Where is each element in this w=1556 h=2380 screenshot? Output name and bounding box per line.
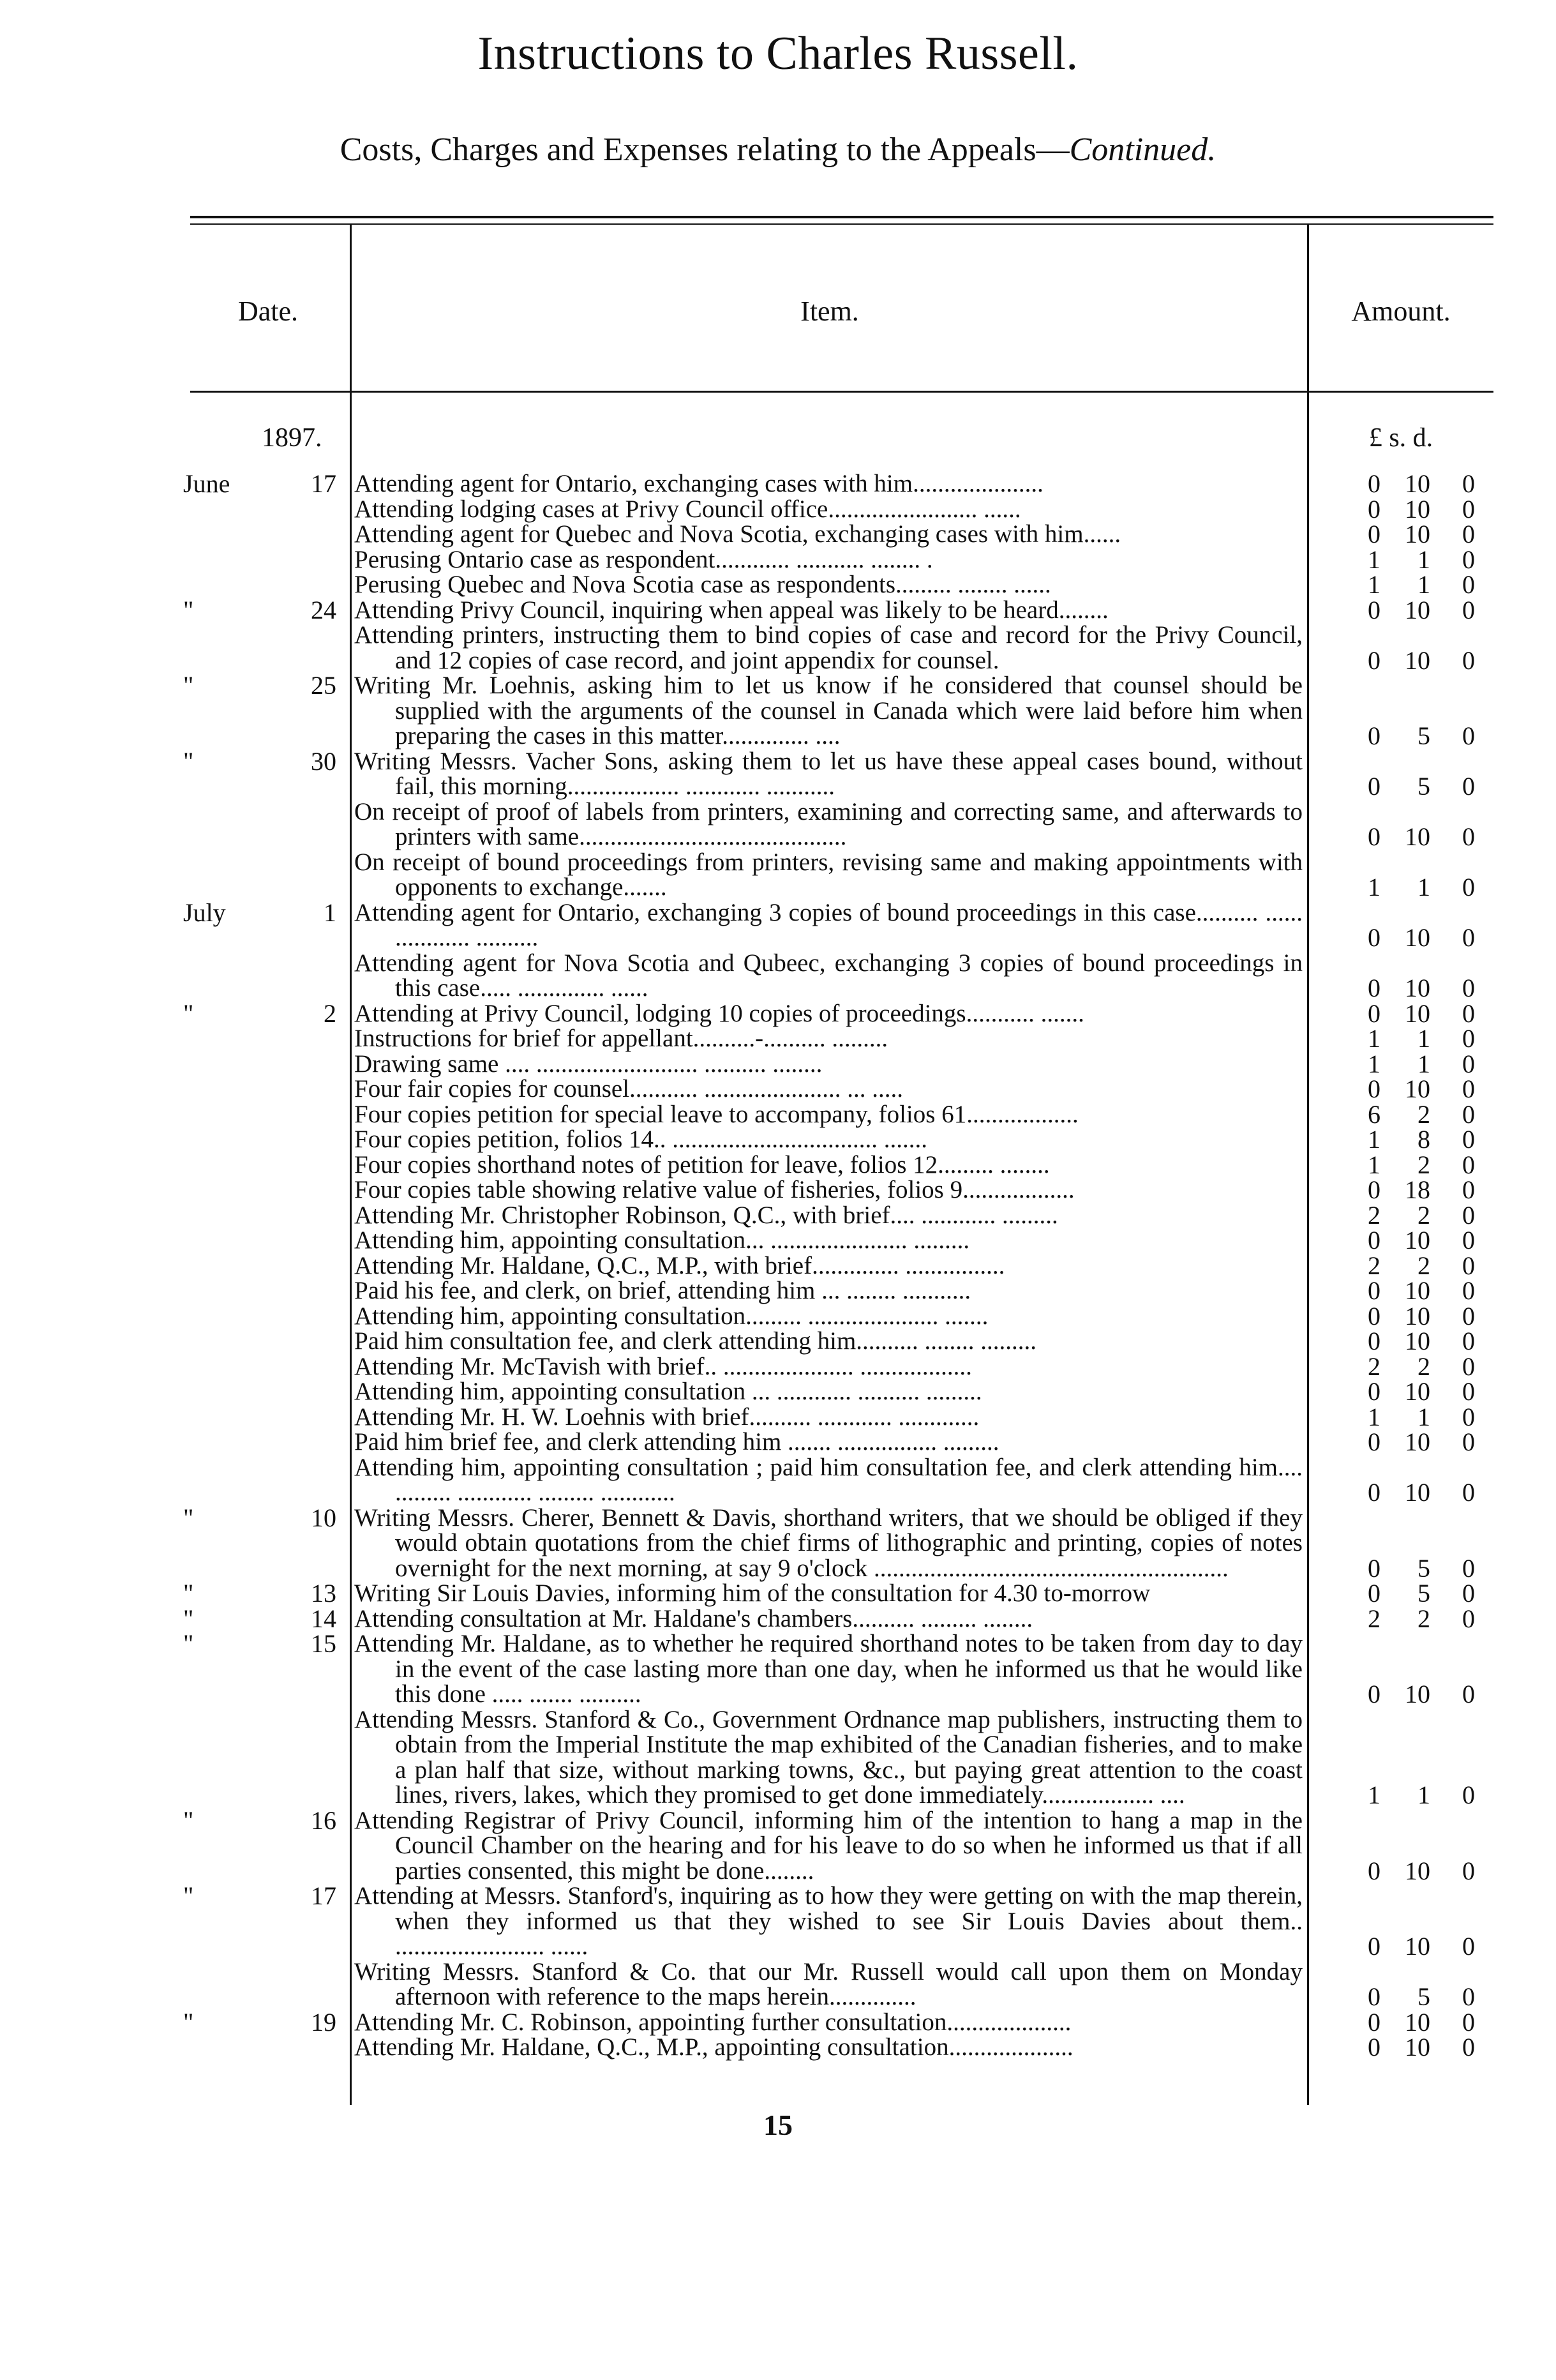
amount-pounds: 0: [1368, 1579, 1380, 1608]
entry-month: ": [183, 998, 194, 1028]
entry-amount: [1312, 2035, 1490, 2060]
amount-pounds: 0: [1368, 721, 1380, 750]
amount-shillings: 10: [1405, 923, 1430, 952]
amount-pounds: 0: [1368, 1680, 1380, 1708]
amount-pence: 0: [1462, 873, 1475, 901]
entry-month: ": [183, 1503, 194, 1532]
amount-pence: 0: [1462, 1150, 1475, 1179]
amount-shillings: 1: [1418, 1049, 1430, 1078]
ledger-row: [0, 1707, 1556, 1808]
amount-shillings: 1: [1418, 545, 1430, 574]
entry-amount: [1312, 1051, 1490, 1077]
entry-day: 19: [311, 2007, 336, 2037]
entry-item-text: Attending Mr. H. W. Loehnis with brief.......... ............ .............: [354, 1403, 980, 1431]
amount-pence: 0: [1462, 1175, 1475, 1204]
entry-item-text: Attending at Privy Council, lodging 10 copies of proceedings........... .......: [354, 999, 1084, 1027]
amount-pounds: 2: [1368, 1352, 1380, 1381]
ledger-row: [0, 1631, 1556, 1707]
ledger-row: [0, 1099, 1556, 1129]
ledger-row: [0, 1329, 1556, 1354]
amount-pounds: 1: [1368, 1125, 1380, 1154]
amount-pence: 0: [1462, 974, 1475, 1002]
entry-item-text: Instructions for brief for appellant..........-.......... .........: [354, 1025, 888, 1052]
entry-month: July: [183, 898, 226, 927]
entry-item-text: Paid his fee, and clerk, on brief, attending him ... ........ ...........: [354, 1277, 971, 1304]
amount-shillings: 10: [1405, 469, 1430, 498]
ledger-row: [0, 1228, 1556, 1253]
entry-amount: [1312, 1782, 1490, 1808]
entry-item-text: Writing Mr. Loehnis, asking him to let us know if he considered that counsel should be supplied with the arguments of the counsel in Canada which were laid before him when preparing the cases in this matter.............. ....: [354, 672, 1303, 749]
amount-pence: 0: [1462, 494, 1475, 523]
entry-amount: [1312, 1228, 1490, 1253]
entry-amount: [1312, 1858, 1490, 1884]
ledger-row: [0, 799, 1556, 850]
entry-amount: [1312, 1984, 1490, 2010]
amount-pence: 0: [1462, 520, 1475, 548]
amount-pence: 0: [1462, 1604, 1475, 1633]
entry-day: 14: [311, 1604, 336, 1633]
entry-item-text: Attending Mr. Haldane, as to whether he required shorthand notes to be taken from day to day in the event of the case lasting more than one day, when he informed us that he would like this done ..... ....... ..........: [354, 1630, 1303, 1708]
amount-shillings: 2: [1418, 1352, 1430, 1381]
amount-pounds: 0: [1368, 494, 1380, 523]
entry-item-text: Attending Messrs. Stanford & Co., Government Ordnance map publishers, instructing them to obtain from the Imperial Institute the map exhibited of the Canadian fisheries, and to make a plan half that size, without marking towns, &c., but paying great attention to the coast lines, rivers, lakes, which they promised to get done immediately.................. ....: [354, 1705, 1303, 1809]
entry-item-text: Writing Messrs. Vacher Sons, asking them to let us have these appeal cases bound, without fail, this morning.................. ............ ...........: [354, 747, 1303, 800]
amount-pence: 0: [1462, 923, 1475, 952]
entry-amount: [1312, 998, 1490, 1028]
amount-pounds: 0: [1368, 1553, 1380, 1583]
entry-item-text: Four fair copies for counsel........... ...................... ... .....: [354, 1075, 904, 1103]
amount-shillings: 10: [1405, 1427, 1430, 1456]
entry-item-text: Attending printers, instructing them to bind copies of case and record for the Privy Council, and 12 copies of case record, and joint appendix for counsel.: [354, 621, 1303, 674]
entry-item-text: On receipt of bound proceedings from printers, revising same and making appointments with opponents to exchange.......: [354, 848, 1303, 901]
page-subtitle: [0, 131, 1556, 169]
amount-pence: 0: [1462, 1680, 1475, 1708]
entry-month: ": [183, 1629, 194, 1658]
amount-pounds: 0: [1368, 1377, 1380, 1406]
entry-amount: [1312, 1200, 1490, 1230]
amount-pence: 0: [1462, 1226, 1475, 1254]
entry-amount: [1312, 1480, 1490, 1505]
ledger-row: [0, 998, 1556, 1028]
entry-amount: [1312, 925, 1490, 951]
amount-pounds: 1: [1368, 570, 1380, 599]
amount-shillings: 10: [1405, 494, 1430, 523]
amount-shillings: 2: [1418, 1200, 1430, 1230]
entry-amount: [1312, 494, 1490, 523]
amount-pence: 0: [1462, 1125, 1475, 1154]
amount-pounds: 0: [1368, 1276, 1380, 1305]
amount-pence: 0: [1462, 1352, 1475, 1381]
entry-amount: [1312, 1301, 1490, 1330]
amount-pence: 0: [1462, 1301, 1475, 1330]
amount-pounds: 0: [1368, 1074, 1380, 1103]
entry-item-text: Paid him consultation fee, and clerk attending him.......... ........ .........: [354, 1327, 1037, 1355]
amount-pence: 0: [1462, 1099, 1475, 1129]
ledger-row: [0, 1455, 1556, 1505]
amount-pence: 0: [1462, 721, 1475, 750]
entry-month: ": [183, 1805, 194, 1835]
entry-amount: [1312, 1354, 1490, 1380]
amount-pounds: 1: [1368, 1024, 1380, 1053]
entry-amount: [1312, 1429, 1490, 1455]
amount-shillings: 2: [1418, 1099, 1430, 1129]
entry-month: ": [183, 671, 194, 700]
amount-shillings: 5: [1418, 772, 1430, 801]
subtitle-continued: Continued.: [1069, 132, 1216, 168]
amount-pence: 0: [1462, 1049, 1475, 1078]
ledger-row: [0, 1883, 1556, 1959]
amount-pence: 0: [1462, 545, 1475, 574]
entry-month: ": [183, 2007, 194, 2037]
entry-item-text: Attending Mr. McTavish with brief.. ..................... ..................: [354, 1352, 972, 1380]
ledger-row: [0, 1379, 1556, 1405]
entry-amount: [1312, 1402, 1490, 1431]
amount-pounds: 1: [1368, 545, 1380, 574]
amount-shillings: 10: [1405, 822, 1430, 851]
amount-shillings: 18: [1405, 1175, 1430, 1204]
amount-shillings: 10: [1405, 1856, 1430, 1885]
amount-pence: 0: [1462, 1982, 1475, 2011]
entry-day: 13: [311, 1579, 336, 1608]
amount-shillings: 10: [1405, 1074, 1430, 1103]
entry-amount: [1312, 1581, 1490, 1606]
ledger-row: [0, 746, 1556, 801]
amount-shillings: 10: [1405, 520, 1430, 548]
amount-shillings: 10: [1405, 1478, 1430, 1507]
ledger-row: [0, 1127, 1556, 1152]
amount-shillings: 5: [1418, 1579, 1430, 1608]
ledger-row: [0, 1253, 1556, 1279]
amount-pounds: 0: [1368, 2007, 1380, 2037]
amount-pence: 0: [1462, 1377, 1475, 1406]
amount-shillings: 8: [1418, 1125, 1430, 1154]
entry-item-text: Perusing Ontario case as respondent............ ........... ........ .: [354, 545, 933, 573]
amount-pence: 0: [1462, 1579, 1475, 1608]
entry-amount: [1312, 774, 1490, 799]
ledger-row: [0, 1354, 1556, 1380]
entry-day: 16: [311, 1805, 336, 1835]
ledger-rows: [0, 471, 1556, 2060]
amount-shillings: 10: [1405, 1327, 1430, 1355]
amount-pounds: 2: [1368, 1251, 1380, 1280]
ledger-row: [0, 1805, 1556, 1885]
entry-item-text: Attending agent for Ontario, exchanging 3 copies of bound proceedings in this case.......... ...... ............ ..........: [354, 898, 1303, 951]
amount-pence: 0: [1462, 2033, 1475, 2061]
entry-item-text: Attending Privy Council, inquiring when appeal was likely to be heard........: [354, 596, 1109, 624]
amount-pounds: 0: [1368, 1856, 1380, 1885]
amount-pence: 0: [1462, 1478, 1475, 1507]
ledger-row: [0, 1278, 1556, 1304]
entry-amount: [1312, 1606, 1490, 1632]
entry-amount: [1312, 522, 1490, 547]
amount-shillings: 10: [1405, 2007, 1430, 2037]
amount-pounds: 0: [1368, 772, 1380, 801]
ledger-row: [0, 850, 1556, 900]
entry-amount: [1312, 2007, 1490, 2037]
top-rule-thick: [190, 216, 1493, 218]
entry-amount: [1312, 1278, 1490, 1304]
ledger-row: [0, 1959, 1556, 2010]
ledger-row: [0, 673, 1556, 749]
ledger-row: [0, 1581, 1556, 1606]
entry-item-text: Writing Messrs. Cherer, Bennett & Davis, shorthand writers, that we should be obliged if they would obtain quotations from the chief firms of lithographic and printing, copies of notes overnight for the next morning, at say 9 o'clock .........................................................: [354, 1503, 1303, 1582]
ledger-row: [0, 1051, 1556, 1077]
entry-item-text: Attending at Messrs. Stanford's, inquiring as to how they were getting on with the map therein, when they informed us that they wished to see Sir Louis Davies about them.. ........................ ......: [354, 1882, 1303, 1960]
top-rule-thin: [190, 223, 1493, 225]
entry-item-text: Writing Messrs. Stanford & Co. that our Mr. Russell would call upon them on Monday afternoon with reference to the maps herein..............: [354, 1957, 1303, 2010]
column-header-amount: Amount.: [1351, 296, 1451, 327]
amount-pounds: 2: [1368, 1200, 1380, 1230]
entry-amount: [1312, 547, 1490, 573]
entry-amount: [1312, 975, 1490, 1001]
entry-item-text: Attending him, appointing consultation ; paid him consultation fee, and clerk attending him.... ......... ............ ......... ............: [354, 1453, 1303, 1506]
amount-pounds: 6: [1368, 1099, 1380, 1129]
ledger-row: [0, 622, 1556, 673]
entry-item-text: Four copies table showing relative value of fisheries, folios 9..................: [354, 1176, 1075, 1203]
entry-month: June: [183, 469, 230, 498]
entry-amount: [1312, 824, 1490, 850]
subtitle-main: Costs, Charges and Expenses relating to the Appeals—: [340, 132, 1070, 168]
ledger-row: [0, 900, 1556, 951]
amount-shillings: 2: [1418, 1251, 1430, 1280]
page-title: Instructions to Charles Russell.: [477, 27, 1079, 80]
amount-pounds: 0: [1368, 1175, 1380, 1204]
entry-item-text: Attending lodging cases at Privy Council office........................ ......: [354, 495, 1021, 523]
entry-amount: [1312, 1076, 1490, 1102]
amount-pence: 0: [1462, 469, 1475, 498]
entry-item-text: Attending Mr. Haldane, Q.C., M.P., with brief.............. ................: [354, 1251, 1005, 1279]
amount-pence: 0: [1462, 1856, 1475, 1885]
entry-item-text: Attending Mr. C. Robinson, appointing further consultation....................: [354, 2008, 1072, 2036]
amount-pounds: 0: [1368, 1327, 1380, 1355]
ledger-row: [0, 1152, 1556, 1178]
entry-amount: [1312, 471, 1490, 497]
amount-shillings: 1: [1418, 570, 1430, 599]
entry-amount: [1312, 723, 1490, 749]
entry-item-text: Drawing same .... .......................... .......... ........: [354, 1050, 823, 1078]
ledger-row: [0, 1301, 1556, 1330]
entry-month: ": [183, 1579, 194, 1608]
amount-pence: 0: [1462, 1276, 1475, 1305]
entry-item-text: Four copies petition for special leave to accompany, folios 61..................: [354, 1100, 1079, 1128]
entry-day: 30: [311, 746, 336, 776]
entry-item-text: Attending agent for Ontario, exchanging cases with him.....................: [354, 470, 1044, 497]
ledger-row: [0, 595, 1556, 624]
entry-item-text: Perusing Quebec and Nova Scotia case as respondents......... ........ ......: [354, 571, 1051, 598]
entry-item-text: Attending him, appointing consultation... ...................... .........: [354, 1226, 970, 1254]
amount-pounds: 0: [1368, 520, 1380, 548]
amount-pounds: 0: [1368, 1301, 1380, 1330]
amount-shillings: 10: [1405, 645, 1430, 675]
ledger-row: [0, 572, 1556, 598]
ledger-row: [0, 494, 1556, 523]
amount-shillings: 10: [1405, 1276, 1430, 1305]
entry-amount: [1312, 1152, 1490, 1178]
entry-amount: [1312, 1329, 1490, 1354]
entry-amount: [1312, 1177, 1490, 1203]
entry-day: 15: [311, 1629, 336, 1658]
amount-pence: 0: [1462, 570, 1475, 599]
entry-amount: [1312, 645, 1490, 675]
column-header-item: Item.: [800, 296, 859, 327]
amount-shillings: 10: [1405, 998, 1430, 1028]
entry-item-text: Attending Mr. Haldane, Q.C., M.P., appointing consultation....................: [354, 2033, 1073, 2061]
entry-amount: [1312, 875, 1490, 900]
entry-month: ": [183, 1604, 194, 1633]
entry-item-text: Four copies petition, folios 14.. ................................. .......: [354, 1126, 928, 1153]
entry-item-text: Attending Mr. Christopher Robinson, Q.C., with brief.... ............ .........: [354, 1201, 1058, 1229]
amount-pounds: 0: [1368, 1478, 1380, 1507]
amount-pounds: 2: [1368, 1604, 1380, 1633]
amount-pence: 0: [1462, 1427, 1475, 1456]
ledger-row: [0, 522, 1556, 547]
amount-pence: 0: [1462, 1781, 1475, 1809]
entry-amount: [1312, 1026, 1490, 1051]
amount-pence: 0: [1462, 1200, 1475, 1230]
ledger-row: [0, 1076, 1556, 1102]
amount-pence: 0: [1462, 772, 1475, 801]
amount-pounds: 0: [1368, 595, 1380, 624]
amount-pounds: 1: [1368, 1781, 1380, 1809]
entry-item-text: Attending Registrar of Privy Council, informing him of the intention to hang a map in the Council Chamber on the hearing and for his leave to do so when he informed us that if all parties consented, this might be done........: [354, 1806, 1303, 1885]
ledger-row: [0, 547, 1556, 573]
amount-pence: 0: [1462, 998, 1475, 1028]
ledger-row: [0, 1606, 1556, 1632]
amount-shillings: 1: [1418, 1781, 1430, 1809]
ledger-row: [0, 951, 1556, 1001]
amount-shillings: 5: [1418, 721, 1430, 750]
entry-amount: [1312, 1379, 1490, 1405]
amount-pence: 0: [1462, 1402, 1475, 1431]
amount-shillings: 2: [1418, 1604, 1430, 1633]
column-header-date: Date.: [237, 296, 299, 327]
amount-pence: 0: [1462, 2007, 1475, 2037]
entry-item-text: Writing Sir Louis Davies, informing him of the consultation for 4.30 to-morrow: [354, 1579, 1151, 1607]
entry-item-text: Attending agent for Quebec and Nova Scotia, exchanging cases with him......: [354, 520, 1121, 548]
ledger-row: [0, 2007, 1556, 2037]
amount-shillings: 5: [1418, 1553, 1430, 1583]
amount-pounds: 1: [1368, 1049, 1380, 1078]
entry-month: ": [183, 595, 194, 624]
amount-pounds: 0: [1368, 822, 1380, 851]
amount-pence: 0: [1462, 595, 1475, 624]
amount-pounds: 0: [1368, 1427, 1380, 1456]
ledger-row: [0, 1402, 1556, 1431]
ledger-row: [0, 471, 1556, 497]
amount-pounds: 0: [1368, 923, 1380, 952]
entry-item-text: On receipt of proof of labels from printers, examining and correcting same, and afterwards to printers with same...........................................: [354, 797, 1303, 850]
entry-item-text: Four copies shorthand notes of petition for leave, folios 12......... ........: [354, 1150, 1050, 1179]
amount-shillings: 10: [1405, 1680, 1430, 1708]
amount-shillings: 1: [1418, 1402, 1430, 1431]
year-label: 1897.: [262, 423, 322, 453]
entry-amount: [1312, 1099, 1490, 1129]
amount-shillings: 10: [1405, 595, 1430, 624]
amount-pounds: 0: [1368, 998, 1380, 1028]
entry-item-text: Attending agent for Nova Scotia and Qubeec, exchanging 3 copies of bound proceedings in this case..... .............. ......: [354, 949, 1303, 1002]
amount-shillings: 1: [1418, 1024, 1430, 1053]
amount-pounds: 1: [1368, 1402, 1380, 1431]
amount-shillings: 10: [1405, 1377, 1430, 1406]
amount-pence: 0: [1462, 1553, 1475, 1583]
amount-pence: 0: [1462, 1327, 1475, 1355]
amount-shillings: 1: [1418, 873, 1430, 901]
amount-pence: 0: [1462, 1024, 1475, 1053]
amount-shillings: 10: [1405, 974, 1430, 1002]
amount-shillings: 10: [1405, 1932, 1430, 1961]
entry-day: 17: [311, 469, 336, 498]
amount-shillings: 10: [1405, 2033, 1430, 2061]
entry-amount: [1312, 572, 1490, 598]
amount-shillings: 10: [1405, 1226, 1430, 1254]
entry-item-text: Attending him, appointing consultation......... ..................... .......: [354, 1302, 989, 1330]
amount-pence: 0: [1462, 645, 1475, 675]
currency-header: £ s. d.: [1368, 423, 1433, 453]
amount-shillings: 10: [1405, 1301, 1430, 1330]
ledger-row: [0, 1505, 1556, 1581]
amount-pounds: 0: [1368, 2033, 1380, 2061]
amount-pounds: 0: [1368, 1226, 1380, 1254]
amount-pounds: 1: [1368, 873, 1380, 901]
entry-item-text: Attending him, appointing consultation ... ............ .......... .........: [354, 1378, 982, 1405]
entry-amount: [1312, 1253, 1490, 1279]
amount-pence: 0: [1462, 1251, 1475, 1280]
entry-day: 10: [311, 1503, 336, 1532]
entry-day: 2: [324, 998, 336, 1028]
amount-shillings: 2: [1418, 1150, 1430, 1179]
ledger-row: [0, 2035, 1556, 2060]
amount-pounds: 0: [1368, 1932, 1380, 1961]
ledger-row: [0, 1177, 1556, 1203]
entry-month: ": [183, 1881, 194, 1910]
entry-amount: [1312, 595, 1490, 624]
amount-pence: 0: [1462, 822, 1475, 851]
entry-amount: [1312, 1934, 1490, 1959]
amount-pounds: 0: [1368, 645, 1380, 675]
entry-amount: [1312, 1682, 1490, 1707]
amount-pounds: 0: [1368, 974, 1380, 1002]
ledger-row: [0, 1026, 1556, 1051]
header-rule: [190, 391, 1493, 393]
entry-item-text: Attending consultation at Mr. Haldane's chambers.......... ......... ........: [354, 1604, 1033, 1632]
amount-shillings: 5: [1418, 1982, 1430, 2011]
entry-month: ": [183, 746, 194, 776]
entry-day: 17: [311, 1881, 336, 1910]
entry-day: 25: [311, 671, 336, 700]
amount-pounds: 0: [1368, 1982, 1380, 2011]
entry-day: 1: [324, 898, 336, 927]
entry-amount: [1312, 1553, 1490, 1583]
amount-pounds: 0: [1368, 469, 1380, 498]
amount-pounds: 1: [1368, 1150, 1380, 1179]
page-number: 15: [763, 2109, 793, 2141]
entry-day: 24: [311, 595, 336, 624]
ledger-row: [0, 1429, 1556, 1455]
ledger-row: [0, 1200, 1556, 1230]
entry-amount: [1312, 1127, 1490, 1152]
amount-pence: 0: [1462, 1074, 1475, 1103]
amount-pence: 0: [1462, 1932, 1475, 1961]
entry-item-text: Paid him brief fee, and clerk attending him ....... ................ .........: [354, 1428, 999, 1456]
